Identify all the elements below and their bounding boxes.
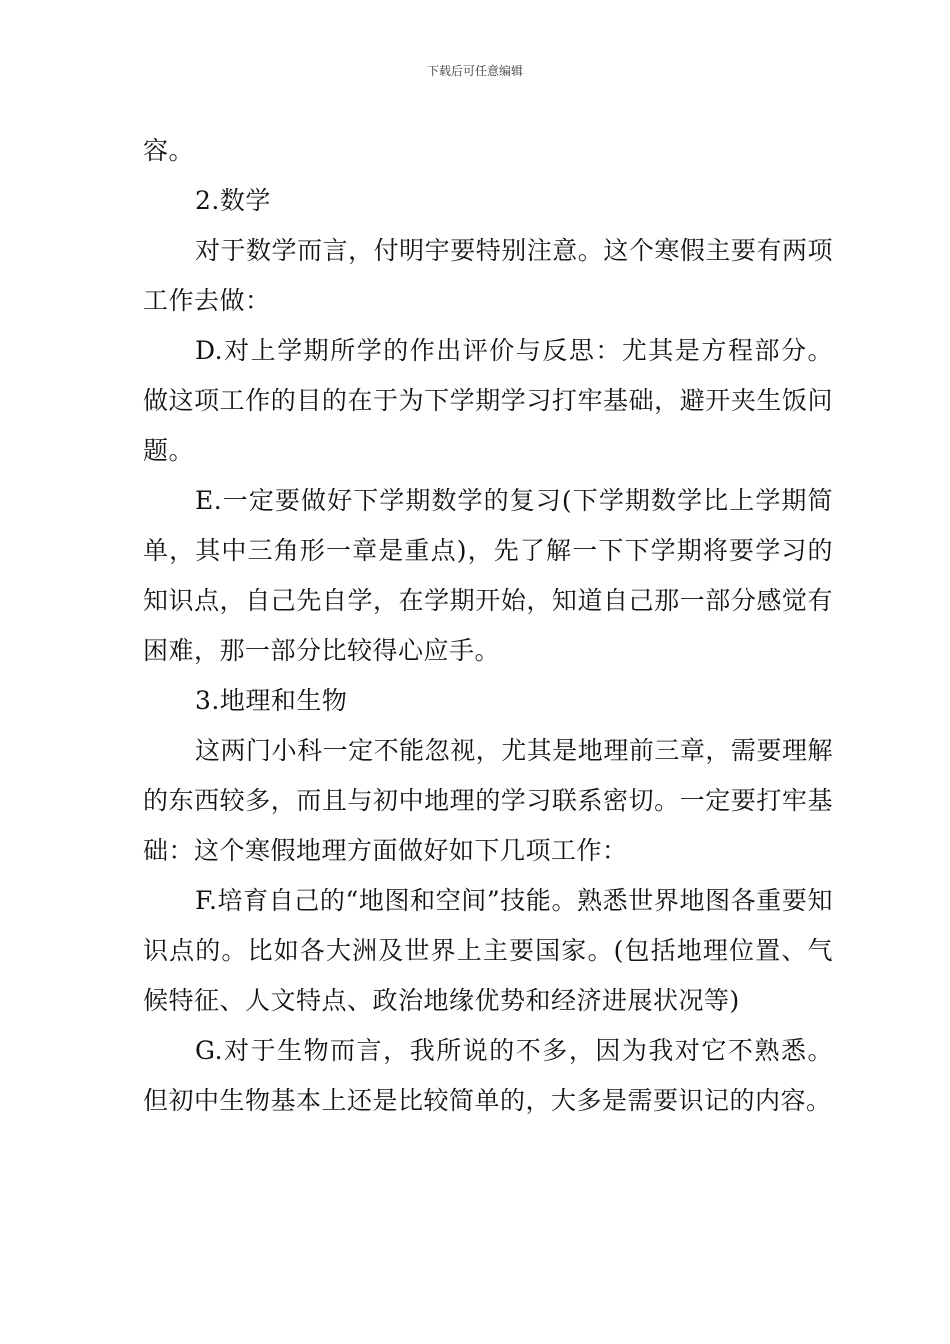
page-header: 下载后可任意编辑 xyxy=(426,64,523,78)
paragraph-continuation: 容。 xyxy=(143,136,195,165)
paragraph-item-d: D.对上学期所学的作出评价与反思：尤其是方程部分。做这项工作的目的在于为下学期学习打牢基础，避开夹生饭问题。 xyxy=(143,336,833,465)
paragraph-item-g: G.对于生物而言，我所说的不多，因为我对它不熟悉。但初中生物基本上还是比较简单的，大多是需要识记的内容。 xyxy=(143,1036,833,1115)
paragraph-math-intro: 对于数学而言，付明宇要特别注意。这个寒假主要有两项工作去做： xyxy=(143,236,833,315)
paragraph-item-f: F.培育自己的“地图和空间”技能。熟悉世界地图各重要知识点的。比如各大洲及世界上主要国家。(包括地理位置、气候特征、人文特点、政治地缘优势和经济进展状况等) xyxy=(143,886,833,1015)
paragraph-geography-intro: 这两门小科一定不能忽视，尤其是地理前三章，需要理解的东西较多，而且与初中地理的学习联系密切。一定要打牢基础：这个寒假地理方面做好如下几项工作： xyxy=(143,736,833,865)
section-heading-geography-biology: 3.地理和生物 xyxy=(195,686,348,715)
section-heading-math: 2.数学 xyxy=(195,186,271,215)
paragraph-item-e: E.一定要做好下学期数学的复习(下学期数学比上学期简单，其中三角形一章是重点)，先了解一下下学期将要学习的知识点，自己先自学，在学期开始，知道自己那一部分感觉有困难，那一部分比较得心应手。 xyxy=(143,486,833,665)
document-body xyxy=(143,126,833,1126)
